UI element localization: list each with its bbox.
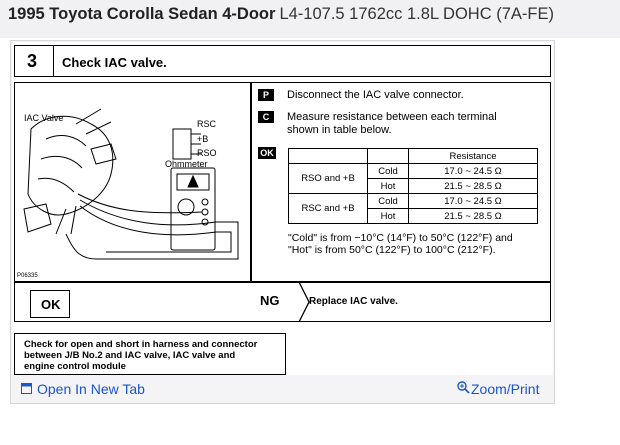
- condition-cell: Hot: [368, 209, 409, 224]
- ohmmeter-label: Ohmmeter: [165, 159, 208, 169]
- next-step-line2: between J/B No.2 and IAC valve, IAC valve and: [24, 350, 236, 361]
- table-header-row: [289, 149, 538, 164]
- condition-cell: Hot: [368, 179, 409, 194]
- cold-note: "Cold" is from −10°C (14°F) to 50°C (122°F) and: [288, 232, 513, 244]
- resistance-cell: 17.0 ~ 24.5 Ω: [409, 164, 538, 179]
- page-title: [8, 5, 554, 24]
- rso-terminal-label: RSO: [197, 148, 217, 158]
- p-badge: P: [258, 89, 274, 101]
- magnifier-plus-icon: [457, 381, 470, 397]
- resistance-cell: 21.5 ~ 28.5 Ω: [409, 179, 538, 194]
- pair-cell: RSO and +B: [289, 164, 368, 194]
- hot-note: "Hot" is from 50°C (122°F) to 100°C (212°F).: [288, 244, 496, 256]
- ng-action: Replace IAC valve.: [309, 296, 398, 307]
- ok-result-label: OK: [41, 297, 61, 312]
- iac-valve-label: IAC Valve: [24, 113, 64, 123]
- b-terminal-label: +B: [197, 134, 209, 144]
- rsc-terminal-label: RSC: [197, 119, 217, 129]
- ok-badge: OK: [258, 147, 276, 159]
- table-corner-cell: [368, 149, 409, 164]
- condition-cell: Cold: [368, 194, 409, 209]
- open-new-tab-link[interactable]: [21, 381, 145, 397]
- next-step-line3: engine control module: [24, 361, 126, 372]
- c-badge: C: [258, 111, 274, 123]
- condition-cell: Cold: [368, 164, 409, 179]
- resistance-cell: 17.0 ~ 24.5 Ω: [409, 194, 538, 209]
- measure-instruction-line2: shown in table below.: [287, 124, 392, 136]
- zoom-print-label: Zoom/Print: [471, 381, 540, 397]
- next-step-line1: Check for open and short in harness and connector: [24, 339, 258, 350]
- resistance-cell: 21.5 ~ 28.5 Ω: [409, 209, 538, 224]
- step-number: 3: [27, 51, 38, 71]
- measure-instruction-line1: Measure resistance between each terminal: [287, 111, 497, 123]
- table-row: [289, 194, 538, 209]
- link-bar: [12, 376, 553, 403]
- figure-code: P06335: [17, 273, 38, 279]
- engine-subtitle: L4-107.5 1762cc 1.8L DOHC (7A-FE): [279, 5, 554, 23]
- external-window-icon: [21, 381, 32, 397]
- vehicle-title: 1995 Toyota Corolla Sedan 4-Door: [8, 5, 276, 23]
- table-corner-cell: [289, 149, 368, 164]
- table-row: [289, 164, 538, 179]
- zoom-print-link[interactable]: [457, 381, 539, 397]
- resistance-header: Resistance: [409, 149, 538, 164]
- repair-diagram[interactable]: [12, 42, 553, 375]
- step-title: Check IAC valve.: [62, 55, 167, 70]
- ng-result-label: NG: [260, 293, 280, 308]
- page-header: [0, 0, 620, 38]
- disconnect-instruction: Disconnect the IAC valve connector.: [287, 89, 464, 101]
- resistance-table: [288, 148, 538, 224]
- pair-cell: RSC and +B: [289, 194, 368, 224]
- open-new-tab-label: Open In New Tab: [37, 381, 145, 397]
